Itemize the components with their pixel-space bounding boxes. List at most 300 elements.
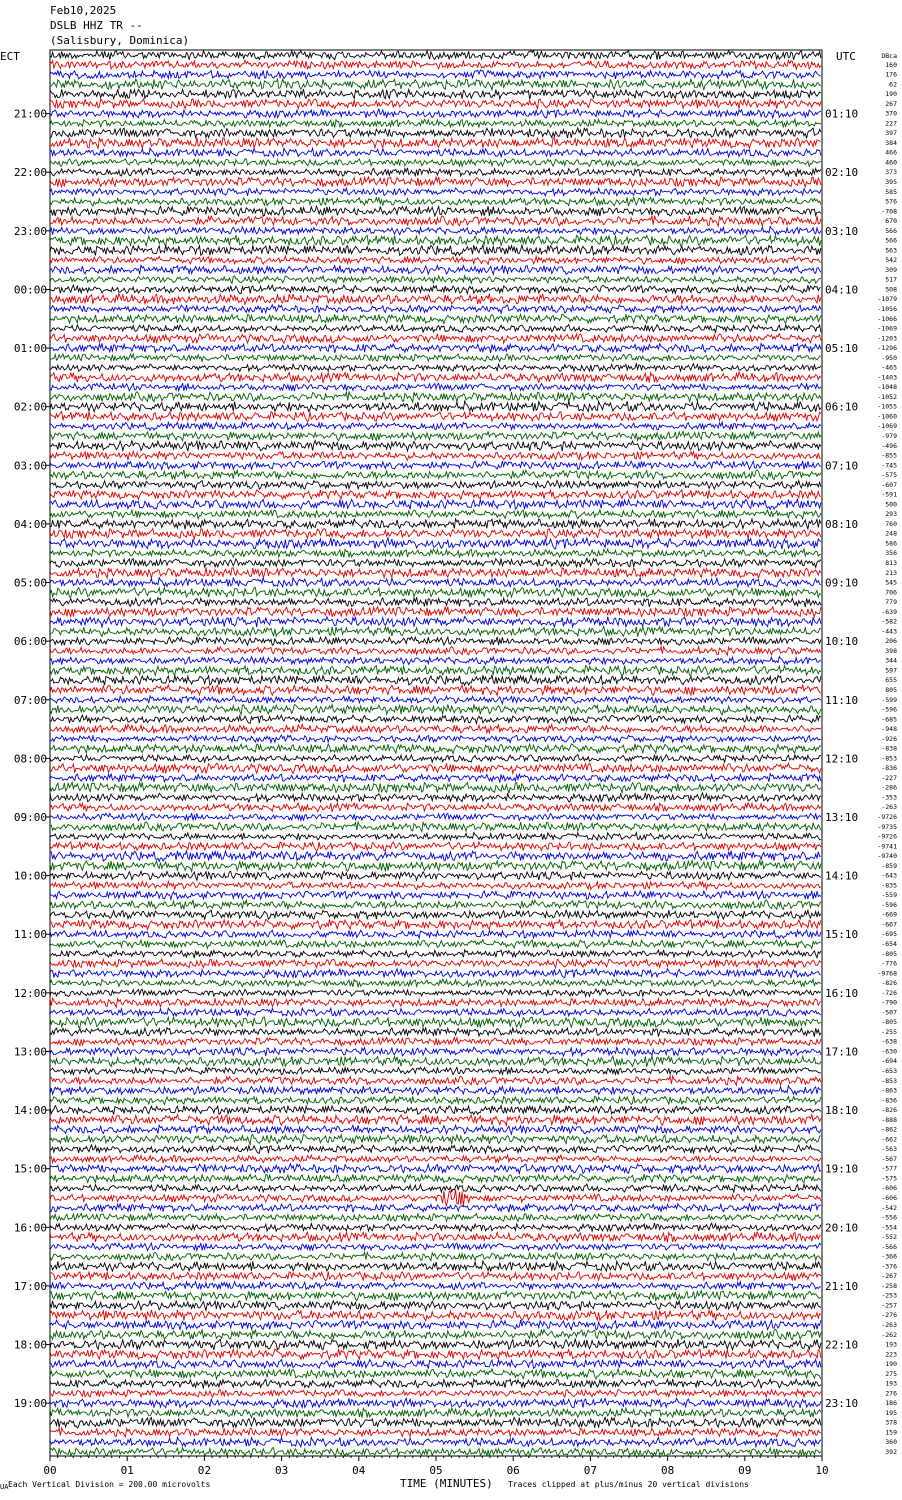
trace-6 — [50, 109, 821, 118]
trace-offset-label: -9768 — [877, 969, 897, 978]
trace-25 — [50, 294, 821, 305]
trace-offset-label: 563 — [885, 246, 897, 255]
trace-54 — [50, 578, 821, 587]
left-hour-label: 07:00 — [13, 693, 47, 707]
trace-offset-label: -838 — [881, 744, 897, 753]
trace-2 — [50, 70, 821, 79]
trace-23 — [50, 276, 821, 284]
trace-30 — [50, 343, 821, 353]
trace-offset-label: 160 — [885, 60, 897, 69]
right-hour-label: 09:10 — [825, 576, 859, 590]
left-hour-label: 02:00 — [13, 400, 47, 414]
trace-offset-label: -582 — [881, 617, 897, 626]
x-tick-label: 02 — [197, 1464, 212, 1477]
trace-115 — [50, 1174, 821, 1183]
trace-43 — [50, 470, 821, 480]
trace-71 — [50, 744, 821, 754]
trace-offset-label: -654 — [881, 940, 897, 948]
trace-127 — [50, 1291, 821, 1301]
trace-offset-label: -630 — [881, 1047, 897, 1056]
trace-53 — [50, 568, 821, 579]
left-hour-label: 03:00 — [13, 459, 47, 473]
trace-offset-label: -836 — [881, 1096, 897, 1105]
trace-106 — [50, 1086, 821, 1095]
trace-105 — [50, 1076, 821, 1085]
trace-56 — [50, 597, 821, 607]
x-tick-label: 04 — [352, 1464, 366, 1477]
trace-offset-label: -826 — [881, 1106, 897, 1115]
right-hour-label: 21:10 — [825, 1279, 859, 1293]
station-location: (Salisbury, Dominica) — [50, 34, 190, 47]
trace-83 — [50, 861, 821, 872]
trace-offset-label: 248 — [885, 529, 897, 538]
trace-offset-label: -1066 — [877, 314, 897, 323]
trace-90 — [50, 930, 821, 938]
trace-37 — [50, 412, 821, 422]
trace-51 — [50, 549, 821, 557]
trace-77 — [50, 803, 821, 812]
trace-offset-label: -286 — [881, 783, 897, 792]
trace-108 — [50, 1106, 821, 1115]
offset-column-header: DBca — [881, 52, 897, 60]
trace-offset-label: -853 — [881, 1076, 897, 1085]
trace-offset-label: 227 — [885, 119, 897, 128]
trace-139 — [50, 1408, 821, 1418]
trace-66 — [50, 696, 821, 704]
trace-75 — [50, 782, 821, 793]
trace-offset-label: 193 — [885, 1340, 897, 1349]
trace-offset-label: 62 — [889, 80, 897, 89]
trace-123 — [50, 1252, 821, 1260]
trace-12 — [50, 168, 821, 177]
left-hour-label: 13:00 — [13, 1045, 47, 1059]
trace-offset-label: 370 — [885, 109, 897, 118]
trace-97 — [50, 998, 821, 1007]
trace-107 — [50, 1096, 821, 1104]
trace-67 — [50, 704, 821, 715]
trace-91 — [50, 940, 821, 949]
trace-137 — [50, 1390, 821, 1398]
left-timezone-label: ECT — [0, 50, 20, 63]
trace-offset-label: -1069 — [877, 422, 897, 431]
trace-129 — [50, 1310, 821, 1321]
trace-offset-label: 186 — [885, 1399, 897, 1408]
trace-99 — [50, 1017, 821, 1028]
x-tick-label: 06 — [506, 1464, 520, 1477]
trace-offset-label: -745 — [881, 461, 897, 470]
trace-59 — [50, 627, 821, 637]
trace-0 — [50, 50, 821, 60]
trace-16 — [50, 206, 821, 216]
x-tick-label: 10 — [815, 1464, 829, 1477]
trace-4 — [50, 89, 821, 99]
right-hour-label: 08:10 — [825, 517, 859, 531]
trace-140 — [50, 1417, 821, 1428]
trace-offset-label: -542 — [881, 1203, 897, 1212]
trace-offset-label: -1203 — [877, 334, 897, 343]
trace-offset-label: 344 — [885, 656, 897, 665]
trace-offset-label: 586 — [885, 539, 897, 548]
trace-offset-label: -1056 — [877, 305, 897, 313]
trace-offset-label: -276 — [881, 1311, 897, 1320]
trace-offset-label: -639 — [881, 607, 897, 616]
logo-mark: UA — [0, 1483, 9, 1491]
trace-85 — [50, 881, 821, 889]
left-hour-label: 19:00 — [13, 1397, 47, 1411]
trace-offset-label: 566 — [885, 236, 897, 245]
trace-76 — [50, 793, 821, 802]
left-hour-label: 18:00 — [13, 1338, 47, 1352]
x-axis-title: TIME (MINUTES) — [400, 1477, 493, 1490]
trace-offset-label: 545 — [885, 578, 897, 587]
trace-74 — [50, 774, 821, 783]
left-hour-label: 01:00 — [13, 342, 47, 356]
x-tick-label: 09 — [738, 1464, 752, 1477]
trace-offset-label: 585 — [885, 187, 897, 196]
trace-57 — [50, 607, 821, 617]
trace-29 — [50, 334, 821, 344]
right-hour-label: 11:10 — [825, 693, 859, 707]
trace-offset-label: -443 — [881, 627, 897, 636]
trace-27 — [50, 314, 821, 323]
trace-100 — [50, 1027, 821, 1036]
trace-offset-label: 223 — [885, 1350, 897, 1359]
trace-44 — [50, 480, 821, 489]
trace-offset-label: -1060 — [877, 412, 897, 421]
plot-date: Feb10,2025 — [50, 4, 117, 17]
trace-95 — [50, 979, 821, 987]
trace-143 — [50, 1448, 821, 1457]
trace-8 — [50, 128, 821, 138]
trace-offset-labels — [877, 52, 897, 1456]
trace-111 — [50, 1134, 821, 1144]
trace-offset-label: -669 — [881, 910, 897, 919]
trace-offset-label: -708 — [881, 207, 897, 216]
trace-13 — [50, 177, 821, 187]
right-hour-label: 22:10 — [825, 1338, 859, 1352]
left-hour-label: 04:00 — [13, 517, 47, 531]
trace-offset-label: -267 — [881, 1272, 897, 1281]
trace-84 — [50, 871, 821, 880]
trace-offset-label: 500 — [885, 500, 897, 509]
trace-offset-label: -9735 — [877, 822, 897, 831]
trace-offset-label: 373 — [885, 168, 897, 177]
trace-72 — [50, 755, 821, 763]
trace-136 — [50, 1379, 821, 1388]
trace-offset-label: 206 — [885, 637, 897, 646]
trace-offset-label: 384 — [885, 138, 897, 147]
trace-36 — [50, 401, 821, 412]
trace-94 — [50, 969, 821, 978]
left-hour-label: 22:00 — [13, 166, 47, 180]
clip-note: Traces clipped at plus/minus 20 vertical divisions — [508, 1480, 749, 1489]
right-hour-label: 23:10 — [825, 1397, 859, 1411]
trace-offset-label: 190 — [885, 1360, 897, 1369]
trace-offset-label: 195 — [885, 1408, 897, 1417]
trace-40 — [50, 441, 821, 452]
x-tick-label: 00 — [43, 1464, 57, 1477]
trace-offset-label: 309 — [885, 265, 897, 274]
right-hour-label: 16:10 — [825, 986, 859, 1000]
trace-offset-label: 706 — [885, 588, 897, 597]
trace-offset-label: -554 — [881, 1223, 897, 1232]
trace-offset-label: -257 — [881, 1301, 897, 1310]
trace-19 — [50, 235, 821, 246]
trace-122 — [50, 1243, 821, 1251]
trace-132 — [50, 1339, 821, 1350]
left-hour-label: 00:00 — [13, 283, 47, 297]
trace-81 — [50, 842, 821, 851]
left-hour-label: 21:00 — [13, 107, 47, 121]
right-hour-label: 12:10 — [825, 752, 859, 766]
trace-11 — [50, 159, 821, 167]
trace-50 — [50, 538, 821, 549]
trace-87 — [50, 900, 821, 910]
trace-offset-label: -926 — [881, 734, 897, 743]
trace-offset-label: -9741 — [877, 842, 897, 851]
right-hour-label: 03:10 — [825, 224, 859, 238]
trace-offset-label: -465 — [881, 363, 897, 372]
trace-52 — [50, 558, 821, 567]
trace-offset-label: -859 — [881, 861, 897, 870]
trace-offset-label: -607 — [881, 480, 897, 489]
trace-101 — [50, 1038, 821, 1046]
trace-offset-label: 356 — [885, 549, 897, 558]
trace-offset-label: 597 — [885, 666, 897, 675]
trace-offset-label: -496 — [881, 441, 897, 450]
left-hour-label: 15:00 — [13, 1162, 47, 1176]
left-hour-label: 11:00 — [13, 928, 47, 942]
trace-41 — [50, 451, 821, 460]
trace-offset-label: -853 — [881, 754, 897, 763]
trace-34 — [50, 383, 821, 391]
trace-offset-label: -253 — [881, 1291, 897, 1300]
right-hour-label: 19:10 — [825, 1162, 859, 1176]
trace-offset-label: 193 — [885, 1379, 897, 1388]
trace-121 — [50, 1232, 821, 1242]
trace-offset-label: 276 — [885, 1389, 897, 1398]
x-tick-label: 03 — [274, 1464, 289, 1477]
trace-124 — [50, 1261, 821, 1271]
trace-118 — [50, 1203, 821, 1212]
trace-133 — [50, 1349, 821, 1359]
left-hour-label: 08:00 — [13, 752, 47, 766]
trace-61 — [50, 647, 821, 656]
trace-117 — [50, 1189, 821, 1207]
trace-offset-label: 542 — [885, 256, 897, 265]
trace-offset-label: -835 — [881, 881, 897, 890]
trace-48 — [50, 519, 821, 529]
trace-109 — [50, 1115, 821, 1126]
trace-20 — [50, 245, 821, 256]
trace-49 — [50, 529, 821, 539]
trace-offset-label: -376 — [881, 1262, 897, 1271]
trace-141 — [50, 1428, 821, 1437]
trace-offset-label: 159 — [885, 1428, 897, 1437]
trace-38 — [50, 422, 821, 430]
trace-offset-label: -1296 — [877, 344, 897, 353]
trace-offset-label: -685 — [881, 715, 897, 724]
trace-offset-label: 466 — [885, 148, 897, 157]
x-tick-label: 05 — [429, 1464, 443, 1477]
trace-offset-label: 813 — [885, 559, 897, 567]
left-hour-label: 09:00 — [13, 811, 47, 824]
trace-60 — [50, 637, 821, 645]
trace-96 — [50, 989, 821, 997]
trace-79 — [50, 822, 821, 832]
trace-offset-label: 293 — [885, 510, 897, 519]
trace-21 — [50, 256, 821, 264]
trace-93 — [50, 959, 821, 968]
trace-offset-label: -826 — [881, 979, 897, 988]
left-hour-label: 16:00 — [13, 1221, 47, 1235]
trace-offset-label: -9740 — [877, 852, 897, 861]
trace-offset-label: -552 — [881, 1233, 897, 1242]
trace-offset-label: 508 — [885, 285, 897, 294]
trace-18 — [50, 227, 821, 235]
trace-offset-label: 360 — [885, 1438, 897, 1447]
scale-note: Each Vertical Division = 200.00 microvolts — [8, 1480, 211, 1489]
trace-70 — [50, 735, 821, 743]
right-timezone-label: UTC — [836, 50, 856, 63]
trace-offset-label: -790 — [881, 998, 897, 1007]
trace-63 — [50, 666, 821, 676]
trace-116 — [50, 1184, 821, 1192]
right-hour-label: 07:10 — [825, 459, 859, 473]
x-axis — [43, 1456, 828, 1477]
trace-7 — [50, 119, 821, 127]
trace-offset-label: -575 — [881, 471, 897, 480]
trace-offset-label: -596 — [881, 705, 897, 714]
trace-offset-label: 397 — [885, 129, 897, 138]
trace-130 — [50, 1320, 821, 1330]
trace-1 — [50, 60, 821, 69]
trace-offset-label: -263 — [881, 803, 897, 812]
trace-offset-label: 213 — [885, 568, 897, 577]
trace-offset-label: 566 — [885, 226, 897, 235]
trace-65 — [50, 685, 821, 696]
trace-offset-label: -353 — [881, 793, 897, 802]
trace-offset-label: -638 — [881, 1037, 897, 1046]
trace-10 — [50, 148, 821, 157]
trace-31 — [50, 354, 821, 362]
trace-24 — [50, 285, 821, 294]
trace-35 — [50, 392, 821, 402]
trace-89 — [50, 919, 821, 929]
trace-offset-label: -366 — [881, 1252, 897, 1261]
trace-offset-label: -776 — [881, 959, 897, 968]
trace-offset-label: -227 — [881, 773, 897, 782]
trace-125 — [50, 1272, 821, 1281]
trace-9 — [50, 138, 821, 149]
trace-offset-label: -1052 — [877, 392, 897, 401]
trace-62 — [50, 656, 821, 664]
trace-offset-label: -263 — [881, 1321, 897, 1329]
x-tick-label: 08 — [660, 1464, 675, 1477]
trace-offset-label: 378 — [885, 1418, 897, 1427]
right-hour-label: 18:10 — [825, 1104, 859, 1118]
trace-offset-label: 460 — [885, 158, 897, 167]
trace-offset-label: -567 — [881, 1154, 897, 1163]
trace-offset-label: -1055 — [877, 402, 897, 411]
trace-offset-label: -979 — [881, 432, 897, 440]
trace-22 — [50, 265, 821, 274]
trace-offset-label: 655 — [885, 676, 897, 685]
trace-3 — [50, 79, 821, 90]
trace-86 — [50, 891, 821, 900]
trace-88 — [50, 910, 821, 919]
left-hour-labels — [14, 108, 50, 1411]
trace-offset-label: 576 — [885, 197, 897, 206]
trace-offset-label: -948 — [881, 725, 897, 734]
trace-104 — [50, 1067, 821, 1075]
trace-group — [50, 50, 821, 1456]
trace-offset-label: -805 — [881, 1018, 897, 1027]
trace-offset-label: 267 — [885, 99, 897, 108]
trace-offset-label: -563 — [881, 1145, 897, 1154]
right-hour-labels — [825, 108, 858, 1411]
trace-offset-label: -507 — [881, 1008, 897, 1017]
trace-5 — [50, 99, 821, 109]
left-hour-label: 06:00 — [13, 635, 47, 649]
trace-offset-label: -863 — [881, 1086, 897, 1095]
trace-offset-label: -1069 — [877, 324, 897, 333]
trace-offset-label: -606 — [881, 1184, 897, 1193]
trace-131 — [50, 1329, 821, 1340]
trace-offset-label: -591 — [881, 490, 897, 499]
trace-offset-label: -566 — [881, 1242, 897, 1251]
trace-offset-label: 670 — [885, 217, 897, 226]
trace-offset-label: -606 — [881, 1194, 897, 1202]
trace-26 — [50, 305, 821, 313]
trace-offset-label: -950 — [881, 353, 897, 362]
trace-offset-label: -9726 — [877, 832, 897, 841]
x-tick-label: 07 — [583, 1464, 598, 1477]
trace-119 — [50, 1214, 821, 1222]
trace-offset-label: -596 — [881, 900, 897, 909]
trace-112 — [50, 1145, 821, 1153]
trace-64 — [50, 675, 821, 685]
trace-offset-label: -695 — [881, 930, 897, 939]
right-hour-label: 20:10 — [825, 1221, 859, 1235]
trace-offset-label: 176 — [885, 70, 897, 79]
trace-offset-label: 395 — [885, 178, 897, 186]
trace-offset-label: -667 — [881, 920, 897, 929]
right-hour-label: 15:10 — [825, 928, 859, 942]
trace-offset-label: -599 — [881, 695, 897, 704]
trace-128 — [50, 1301, 821, 1311]
trace-73 — [50, 763, 821, 773]
trace-offset-label: 275 — [885, 1369, 897, 1378]
trace-45 — [50, 490, 821, 500]
trace-offset-label: -258 — [881, 1281, 897, 1290]
right-hour-label: 17:10 — [825, 1045, 859, 1059]
right-hour-label: 14:10 — [825, 869, 859, 883]
left-hour-label: 05:00 — [13, 576, 47, 590]
trace-offset-label: -1403 — [877, 373, 897, 382]
trace-134 — [50, 1359, 821, 1368]
trace-offset-label: 517 — [885, 275, 897, 284]
trace-offset-label: -643 — [881, 871, 897, 880]
trace-42 — [50, 461, 821, 470]
trace-32 — [50, 364, 821, 372]
trace-78 — [50, 813, 821, 821]
trace-offset-label: -726 — [881, 988, 897, 997]
trace-offset-label: -255 — [881, 1027, 897, 1036]
trace-offset-label: -556 — [881, 1213, 897, 1222]
trace-offset-label: -836 — [881, 764, 897, 773]
trace-80 — [50, 833, 821, 841]
